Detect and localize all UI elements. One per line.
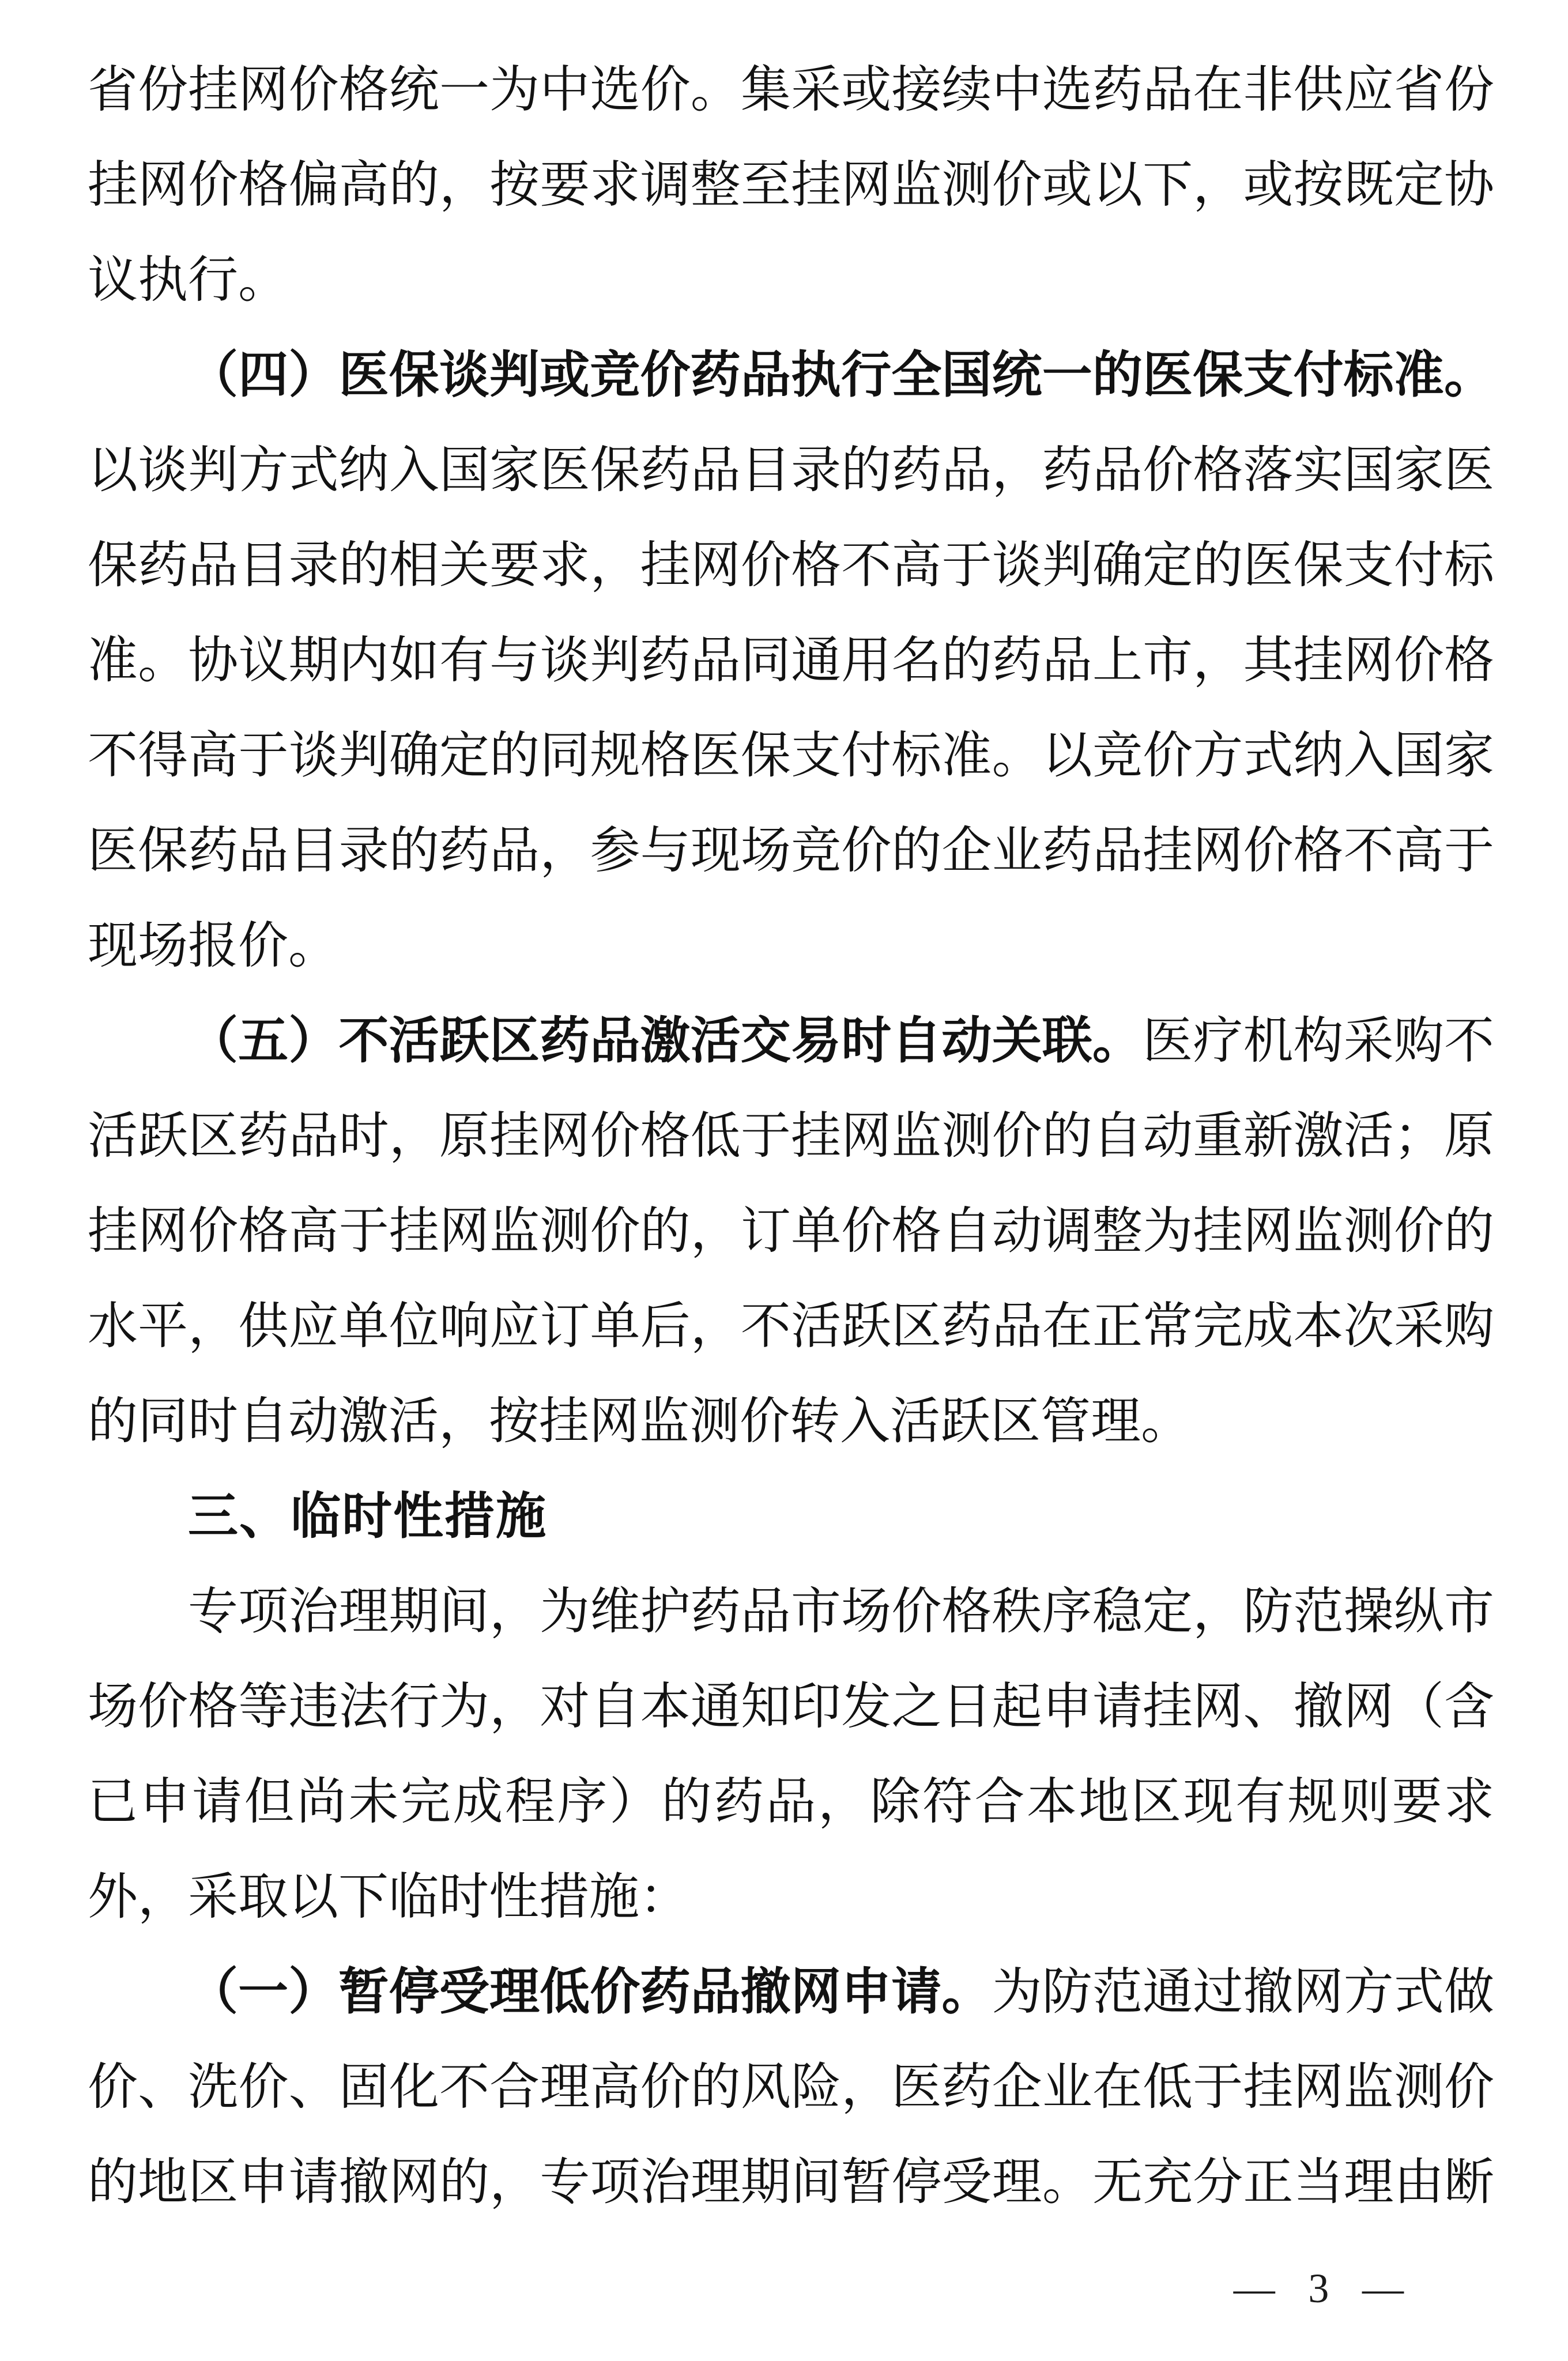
text-line: 价、洗价、固化不合理高价的风险，医药企业在低于挂网监测价 [88,2059,1494,2115]
text-line: 不得高于谈判确定的同规格医保支付标准。以竞价方式纳入国家 [88,727,1494,783]
text-line: 水平，供应单位响应订单后，不活跃区药品在正常完成本次采购 [88,1298,1494,1354]
paragraph-lead-line: （五）不活跃区药品激活交易时自动关联。医疗机构采购不 [188,1013,1495,1069]
text-line: 医保药品目录的药品，参与现场竞价的企业药品挂网价格不高于 [88,823,1494,878]
text-line: 活跃区药品时，原挂网价格低于挂网监测价的自动重新激活；原 [88,1108,1494,1164]
text-line: 的地区申请撤网的，专项治理期间暂停受理。无充分正当理由断 [88,2154,1494,2210]
text-line: 挂网价格高于挂网监测价的，订单价格自动调整为挂网监测价的 [88,1203,1494,1259]
text-line: 以谈判方式纳入国家医保药品目录的药品，药品价格落实国家医 [88,442,1494,498]
section-heading: 三、临时性措施 [188,1488,547,1544]
paragraph-lead-line: （四）医保谈判或竞价药品执行全国统一的医保支付标准。 [188,347,1494,403]
page-number: — 3 — [1233,2265,1404,2311]
paragraph-lead-line: 专项治理期间，为维护药品市场价格秩序稳定，防范操纵市 [188,1583,1494,1639]
body-text [88,42,1494,2230]
text-line: 省份挂网价格统一为中选价。集采或接续中选药品在非供应省份 [88,62,1494,118]
text-line: 挂网价格偏高的，按要求调整至挂网监测价或以下，或按既定协 [88,157,1494,213]
text-line: 准。协议期内如有与谈判药品同通用名的药品上市，其挂网价格 [88,632,1494,688]
text-line: 保药品目录的相关要求，挂网价格不高于谈判确定的医保支付标 [88,537,1494,593]
text-line: 场价格等违法行为，对自本通知印发之日起申请挂网、撤网（含 [88,1679,1494,1734]
paragraph-lead-line: （一）暂停受理低价药品撤网申请。为防范通过撤网方式做 [188,1964,1495,2020]
text-line: 的同时自动激活，按挂网监测价转入活跃区管理。 [88,1393,1191,1449]
text-line: 已申请但尚未完成程序）的药品，除符合本地区现有规则要求 [88,1774,1494,1830]
text-line: 议执行。 [88,252,288,308]
text-line: 外，采取以下临时性措施： [88,1869,689,1925]
text-line: 现场报价。 [88,918,338,974]
